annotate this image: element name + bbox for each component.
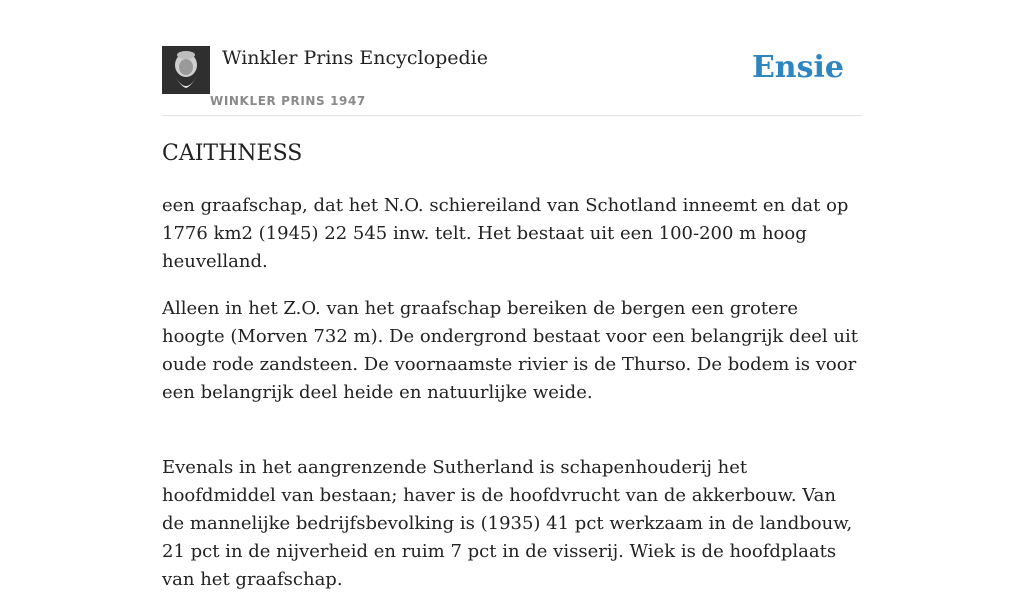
header <box>162 46 862 116</box>
avatar[interactable] <box>162 46 210 94</box>
article-paragraph: Alleen in het Z.O. van het graafschap bereiken de bergen een grotere hoogte (Morven 732 m). De ondergrond bestaat voor een belangrijk deel uit oude rode zandsteen. De voornaamste rivier is de Thurso. De bodem is voor een belangrijk deel heide en natuurlijke weide. <box>162 298 858 403</box>
article-paragraph: een graafschap, dat het N.O. schiereiland van Schotland inneemt en dat op 1776 km2 (1945) 22 545 inw. telt. Het bestaat uit een 100-200 m hoog heuvelland. <box>162 195 849 272</box>
paragraph-spacer <box>162 426 862 454</box>
portrait-photo-icon <box>162 46 210 94</box>
brand-logo[interactable]: Ensie <box>751 50 844 85</box>
article-paragraph: Evenals in het aangrenzende Sutherland is schapenhouderij het hoofdmiddel van bestaan; haver is de hoofdvrucht van de akkerbouw. Van de mannelijke bedrijfsbevolking is (1935) 41 pct werkzaam in de landbouw, 21 pct in de nijverheid en ruim 7 pct in de visserij. Wiek is de hoofdplaats van het graafschap. <box>162 457 853 590</box>
article <box>162 138 862 613</box>
source-label[interactable]: WINKLER PRINS 1947 <box>210 94 366 108</box>
article-title: CAITHNESS <box>162 141 303 166</box>
site-title[interactable]: Winkler Prins Encyclopedie <box>222 47 488 69</box>
